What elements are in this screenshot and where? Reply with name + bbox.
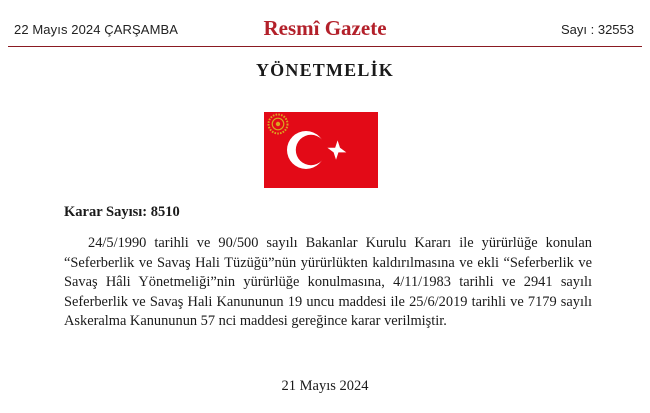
body-line-2: “Seferberlik ve Savaş Hali Tüzüğü”nün yürürlükten kaldırılmasına ve ekli “Seferberlik ve bbox=[64, 254, 592, 271]
body-line-4: Seferberlik ve Savaş Hali Kanununun 19 uncu maddesi ile 25/6/2019 tarihli ve 7179 sayılı bbox=[64, 293, 592, 310]
header-divider bbox=[8, 46, 642, 47]
body-line-3: Savaş Hâli Yönetmeliği”nin yürürlüğe konulmasına, 4/11/1983 tarihli ve 2941 sayılı bbox=[64, 274, 592, 290]
decision-body bbox=[64, 234, 592, 332]
body-line-5: Askeralma Kanununun 57 nci maddesi gereğince karar verilmiştir. bbox=[64, 313, 447, 329]
issue-number: Sayı : 32553 bbox=[561, 22, 634, 37]
gazette-title: Resmî Gazete bbox=[263, 16, 387, 40]
presidential-emblem-icon bbox=[267, 113, 289, 135]
gazette-header bbox=[0, 0, 650, 46]
body-line-1: 24/5/1990 tarihli ve 90/500 sayılı Bakanlar Kurulu Kararı ile yürürlüğe konulan bbox=[88, 235, 592, 251]
decision-number: Karar Sayısı: 8510 bbox=[64, 204, 180, 220]
publication-date: 22 Mayıs 2024 ÇARŞAMBA bbox=[14, 22, 179, 37]
signature-date: 21 Mayıs 2024 bbox=[281, 378, 369, 394]
section-title: YÖNETMELİK bbox=[255, 60, 395, 80]
